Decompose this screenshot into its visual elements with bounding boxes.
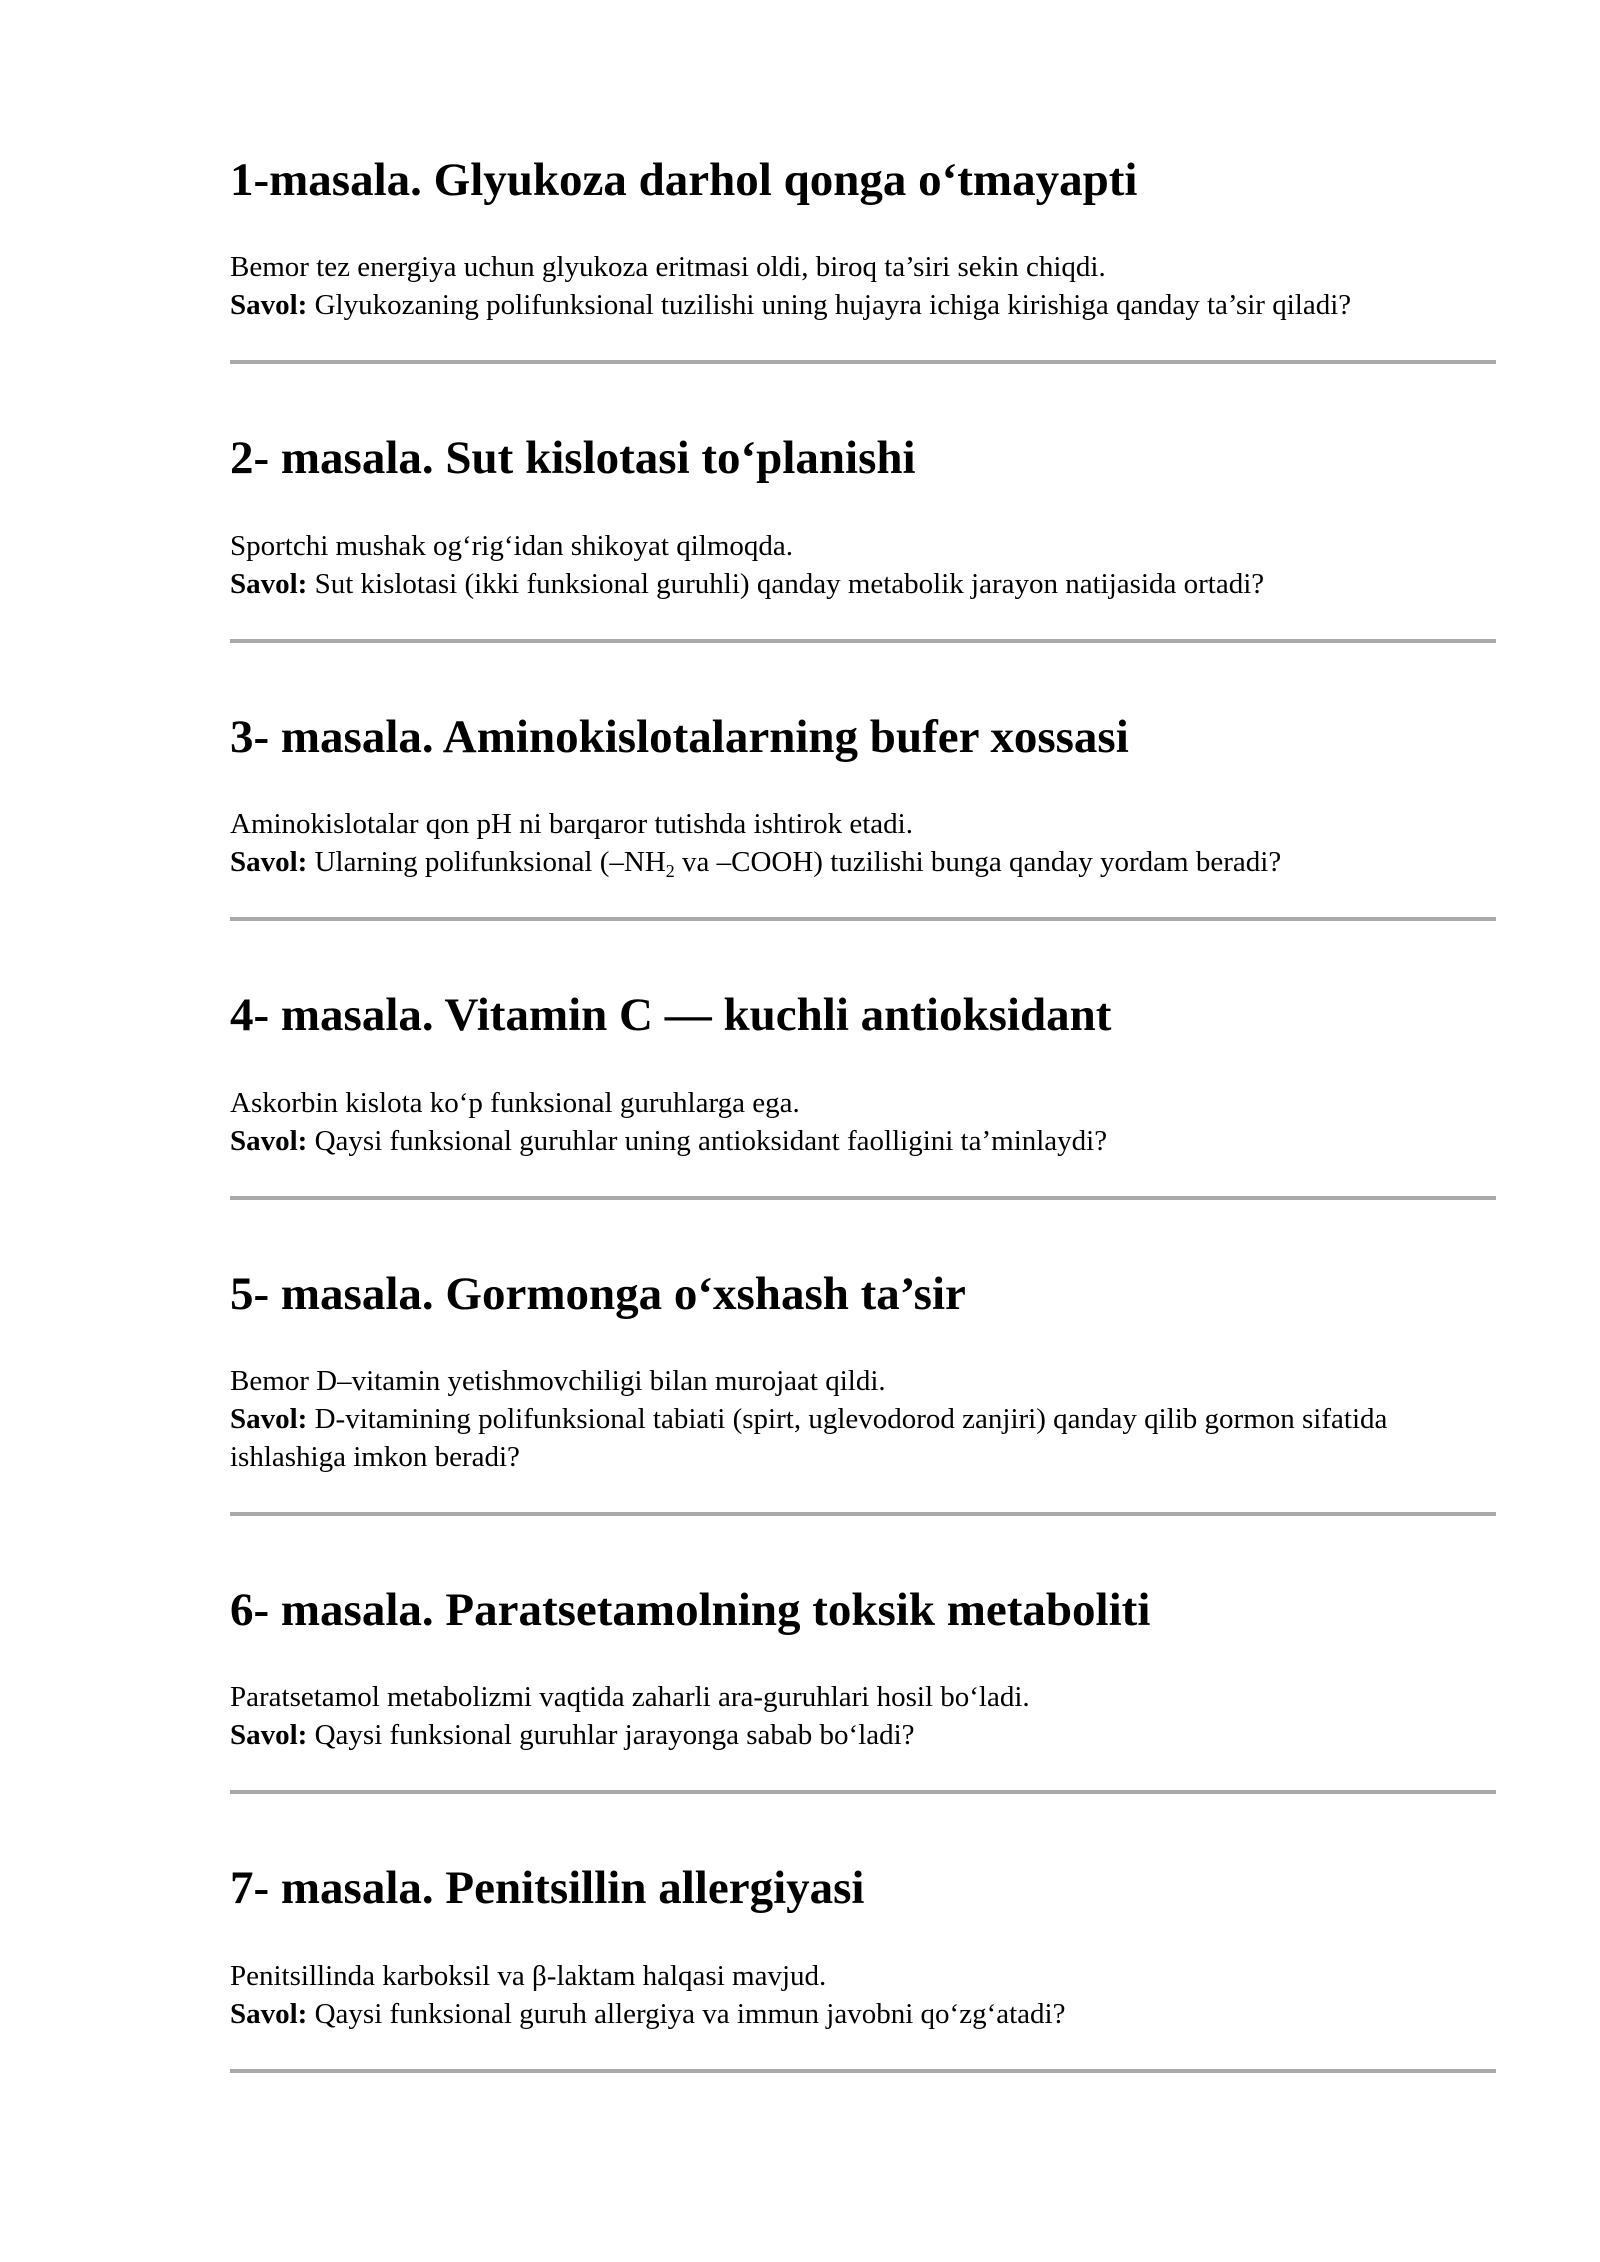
problem-6 <box>230 1582 1496 1794</box>
question-label: Savol: <box>230 567 308 600</box>
problem-7 <box>230 1860 1496 2072</box>
problem-2 <box>230 430 1496 642</box>
problem-1 <box>230 152 1496 364</box>
question-label: Savol: <box>230 1124 308 1157</box>
problem-title: 2- masala. Sut kislotasi to‘planishi <box>230 432 916 485</box>
problem-title: 1-masala. Glyukoza darhol qonga o‘tmayapti <box>230 154 1138 206</box>
problem-description: Penitsillinda karboksil va β-laktam halqasi mavjud. <box>230 1959 827 1992</box>
question-text-before: Ularning polifunksional (–NH <box>307 846 666 879</box>
question-label: Savol: <box>230 846 308 879</box>
problem-description: Paratsetamol metabolizmi vaqtida zaharli ara-guruhlari hosil bo‘ladi. <box>230 1681 1030 1714</box>
problem-question <box>230 565 1496 603</box>
problem-question <box>230 1122 1496 1160</box>
problem-question <box>230 286 1496 324</box>
question-text-after: va –COOH) tuzilishi bunga qanday yordam beradi? <box>674 846 1282 879</box>
problem-question <box>230 843 1496 881</box>
question-label: Savol: <box>230 289 308 322</box>
problem-question <box>230 1716 1496 1754</box>
problem-title: 6- masala. Paratsetamolning toksik metaboliti <box>230 1583 1151 1636</box>
question-label: Savol: <box>230 1402 308 1435</box>
question-label: Savol: <box>230 1997 308 2030</box>
problem-description: Bemor tez energiya uchun glyukoza eritmasi oldi, biroq ta’siri sekin chiqdi. <box>230 251 1106 284</box>
question-text: Sut kislotasi (ikki funksional guruhli) qanday metabolik jarayon natijasida ortadi? <box>307 567 1265 600</box>
subscript: 2 <box>665 861 675 882</box>
problem-description: Bemor D–vitamin yetishmovchiligi bilan murojaat qildi. <box>230 1364 886 1397</box>
question-text: Glyukozaning polifunksional tuzilishi uning hujayra ichiga kirishiga qanday ta’sir qiladi? <box>307 289 1352 322</box>
problem-title: 7- masala. Penitsillin allergiyasi <box>230 1862 865 1915</box>
problem-4 <box>230 987 1496 1199</box>
question-text: Qaysi funksional guruhlar uning antioksidant faolligini ta’minlaydi? <box>307 1124 1108 1157</box>
question-text: Qaysi funksional guruh allergiya va immun javobni qo‘zg‘atadi? <box>307 1997 1066 2030</box>
problem-description: Sportchi mushak og‘rig‘idan shikoyat qilmoqda. <box>230 529 794 562</box>
problem-question <box>230 1400 1496 1476</box>
question-text: D-vitamining polifunksional tabiati (spirt, uglevodorod zanjiri) qanday qilib gormon sifatida ishlashiga imkon beradi? <box>230 1402 1388 1473</box>
question-text: Qaysi funksional guruhlar jarayonga sabab bo‘ladi? <box>307 1719 915 1752</box>
problem-title: 4- masala. Vitamin C — kuchli antioksidant <box>230 989 1112 1042</box>
problem-3 <box>230 709 1496 921</box>
problem-title: 5- masala. Gormonga o‘xshash ta’sir <box>230 1267 966 1320</box>
problem-description: Aminokislotalar qon pH ni barqaror tutishda ishtirok etadi. <box>230 808 913 841</box>
problem-description: Askorbin kislota ko‘p funksional guruhlarga ega. <box>230 1086 800 1119</box>
problem-5 <box>230 1266 1496 1516</box>
problem-title: 3- masala. Aminokislotalarning bufer xossasi <box>230 710 1129 763</box>
problem-question <box>230 1995 1496 2033</box>
question-label: Savol: <box>230 1719 308 1752</box>
